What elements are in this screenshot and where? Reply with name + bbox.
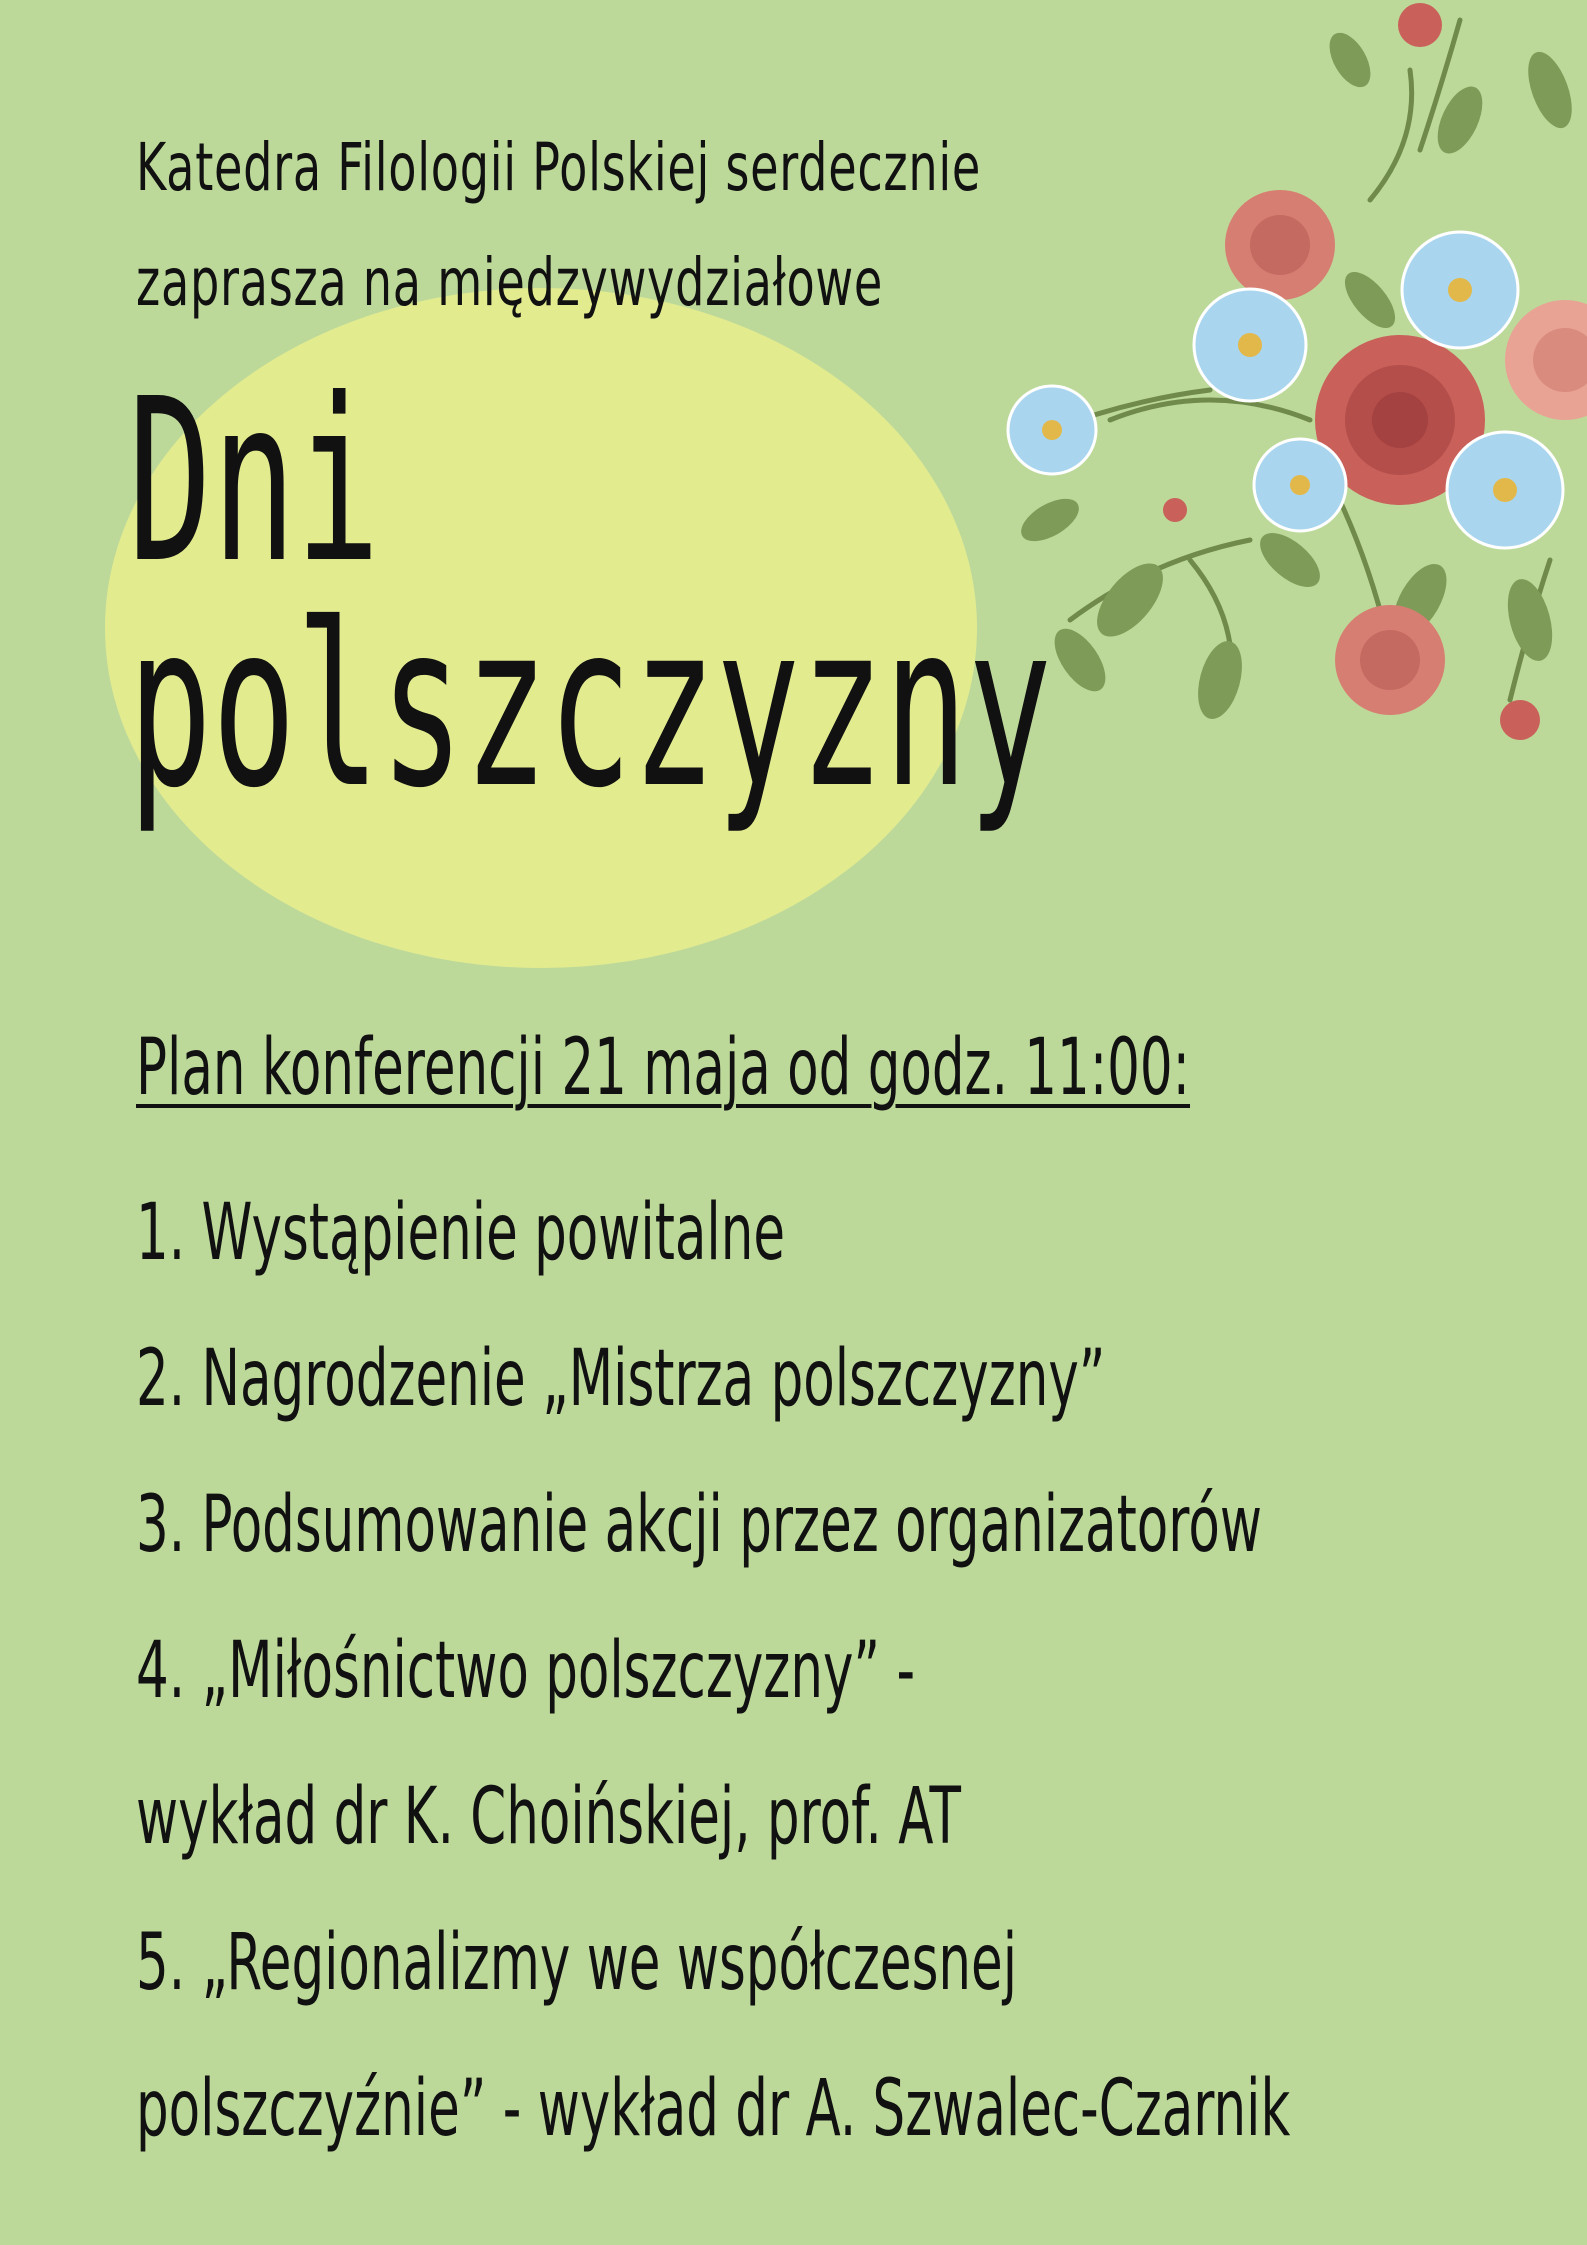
program-item-continuation: wykład dr K. Choińskiej, prof. AT — [136, 1772, 961, 1862]
intro-line-1: Katedra Filologii Polskiej serdecznie — [136, 129, 982, 206]
program-item: 3. Podsumowanie akcji przez organizatorów — [136, 1480, 1262, 1570]
intro-line-2: zaprasza na międzywydziałowe — [136, 244, 884, 321]
title-line-2: polszczyzny — [128, 576, 1052, 838]
program-item: 2. Nagrodzenie „Mistrza polszczyzny” — [136, 1334, 1106, 1424]
poster-title — [128, 351, 1052, 838]
program-item: 5. „Regionalizmy we współczesnej — [136, 1918, 1017, 2008]
title-line-1: Dni — [128, 351, 380, 613]
flower-bouquet-icon — [990, 0, 1587, 760]
program-item: 1. Wystąpienie powitalne — [136, 1188, 786, 1278]
program-item-continuation: polszczyźnie” - wykład dr A. Szwalec-Czarnik — [136, 2064, 1291, 2154]
program-item: 4. „Miłośnictwo polszczyzny” - — [136, 1626, 916, 1716]
intro-text — [136, 110, 982, 340]
program-list — [136, 1160, 1290, 2182]
plan-heading: Plan konferencji 21 maja od godz. 11:00: — [136, 1023, 1191, 1113]
